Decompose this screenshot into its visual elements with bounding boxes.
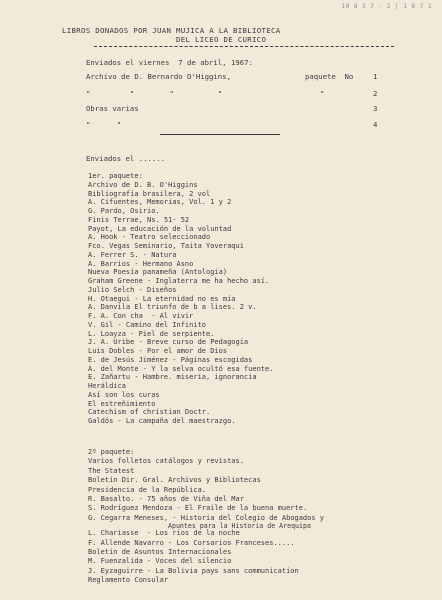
list-item: Heráldica [88,382,126,390]
header-row-4: Obras varias [86,104,139,113]
package-1-heading: 1er. paquete: [88,172,143,180]
header-row-3-num: 2 [373,89,378,98]
list-item: Graham Greene - Inglaterra me ha hecho así. [88,277,270,285]
list-item: Boletín de Asuntos Internacionales [88,548,232,557]
list-item: Nueva Poesía panameña (Antología) [88,268,228,277]
list-item: Fco. Vegas Seminario, Taita Yoveraqui [88,242,244,250]
list-item: Presidencia de la República. [88,485,207,494]
list-item: Bibliografía brasilera, 2 vol [88,189,211,198]
list-item: F. Allende Navarro - Los Corsarios Franceses..... [88,538,295,547]
list-item: Luis Dobles - Por el amor de Dios [88,347,228,355]
list-item: Varios folletos catálogos y revistas. [88,457,244,466]
list-item: Galdós - La campaña del maestrazgo. [88,417,236,425]
document-title-line2: DEL LICEO DE CURICO [176,35,267,44]
header-row-2-paquete: paquete No [305,72,354,81]
list-item: V. Gil - Camino del Infinito [88,320,207,329]
list-item: Apuntes para la Historia de Arequipa [168,522,311,531]
header-row-2-num: 1 [373,72,378,81]
header-solid-rule [160,134,280,135]
header-row-3-ditto: " [320,89,325,98]
list-item: Boletín Dir. Gral. Archivos y Bibliotecas [88,476,261,485]
list-item: Archivo de D. B. O'Higgins [88,180,198,189]
list-item: A. Danvila El triunfo de b a lises. 2 v. [88,303,257,312]
header-row-2: Archivo de D. Bernardo O'Higgins, [86,72,231,81]
document-title-line1: LIBROS DONADOS POR JUAN MUJICA A LA BIBLIOTECA [62,26,281,35]
list-item: R. Basalto. - 75 años de Viña del Mar [88,495,244,504]
list-item: G. Pardo, Osirio. [88,207,160,215]
list-item: Payot, La educación de la voluntad [88,224,232,233]
list-item: M. Fuenzalida - Voces del silencio [88,557,232,566]
list-item: Catechism of christian Doctr. [88,408,211,417]
list-item: L. Chariasse - Los ríos de la noche [88,529,240,538]
list-item: G. Cegarra Meneses, - Historia del Colegio de Abogados y [88,513,325,522]
header-row-5: " " [86,120,122,129]
list-item: A. del Monte - Y la selva ocultó esa fuente. [88,364,274,373]
list-item: L. Loayza - Piel de serpiente. [88,329,215,338]
list-item: Finis Terrae, Ns. 51- 52 [88,215,190,224]
list-item: E. de Jesús Jiménez - Páginas escogidas [88,355,253,364]
list-item: El estreñimiento [88,399,156,408]
list-item: Reglamento Consular [88,576,169,585]
list-item: J. A. Uribe - Breve curso de Pedagogía [88,338,249,347]
list-item: A. Hook - Teatro seleccionado [88,233,211,242]
package-2-heading: 2º paquete: [88,448,135,456]
list-item: A. Cifuentes, Memorias, Vol. 1 y 2 [88,198,232,207]
header-row-3: " " " " [86,89,223,98]
sent-label: Enviados el ...... [86,154,166,163]
title-dashed-rule [94,46,394,47]
list-item: H. Otaegui - La eternidad no es mía [88,294,236,303]
list-item: A. Ferrer S. - Natura [88,250,177,259]
package-1-list [88,172,273,426]
list-item: E. Zañartu - Hambre. miseria, ignorancia [88,373,257,382]
list-item: J. Eyzaguirre - La Bolivia pays sans communication [88,566,299,575]
list-item: S. Rodríguez Mendoza - El Fraile de la buena muerte. [88,504,308,513]
package-2-list [88,448,324,586]
list-item: The Statest [88,466,135,475]
list-item: A. Barrios - Hermano Asno [88,259,194,268]
header-row-5-num: 4 [373,120,378,129]
list-item: F. A. Con cha - Al vivir [88,312,194,320]
header-row-1: Enviados el viernes 7 de abril, 1967: [86,58,253,67]
list-item: Julio Selch - Diseños [88,285,177,294]
header-row-4-num: 3 [373,104,378,113]
list-item: Así son los curas [88,390,160,399]
corner-annotation: 10 8 3 7 - 2 | 1 8 7 1 [341,3,432,10]
